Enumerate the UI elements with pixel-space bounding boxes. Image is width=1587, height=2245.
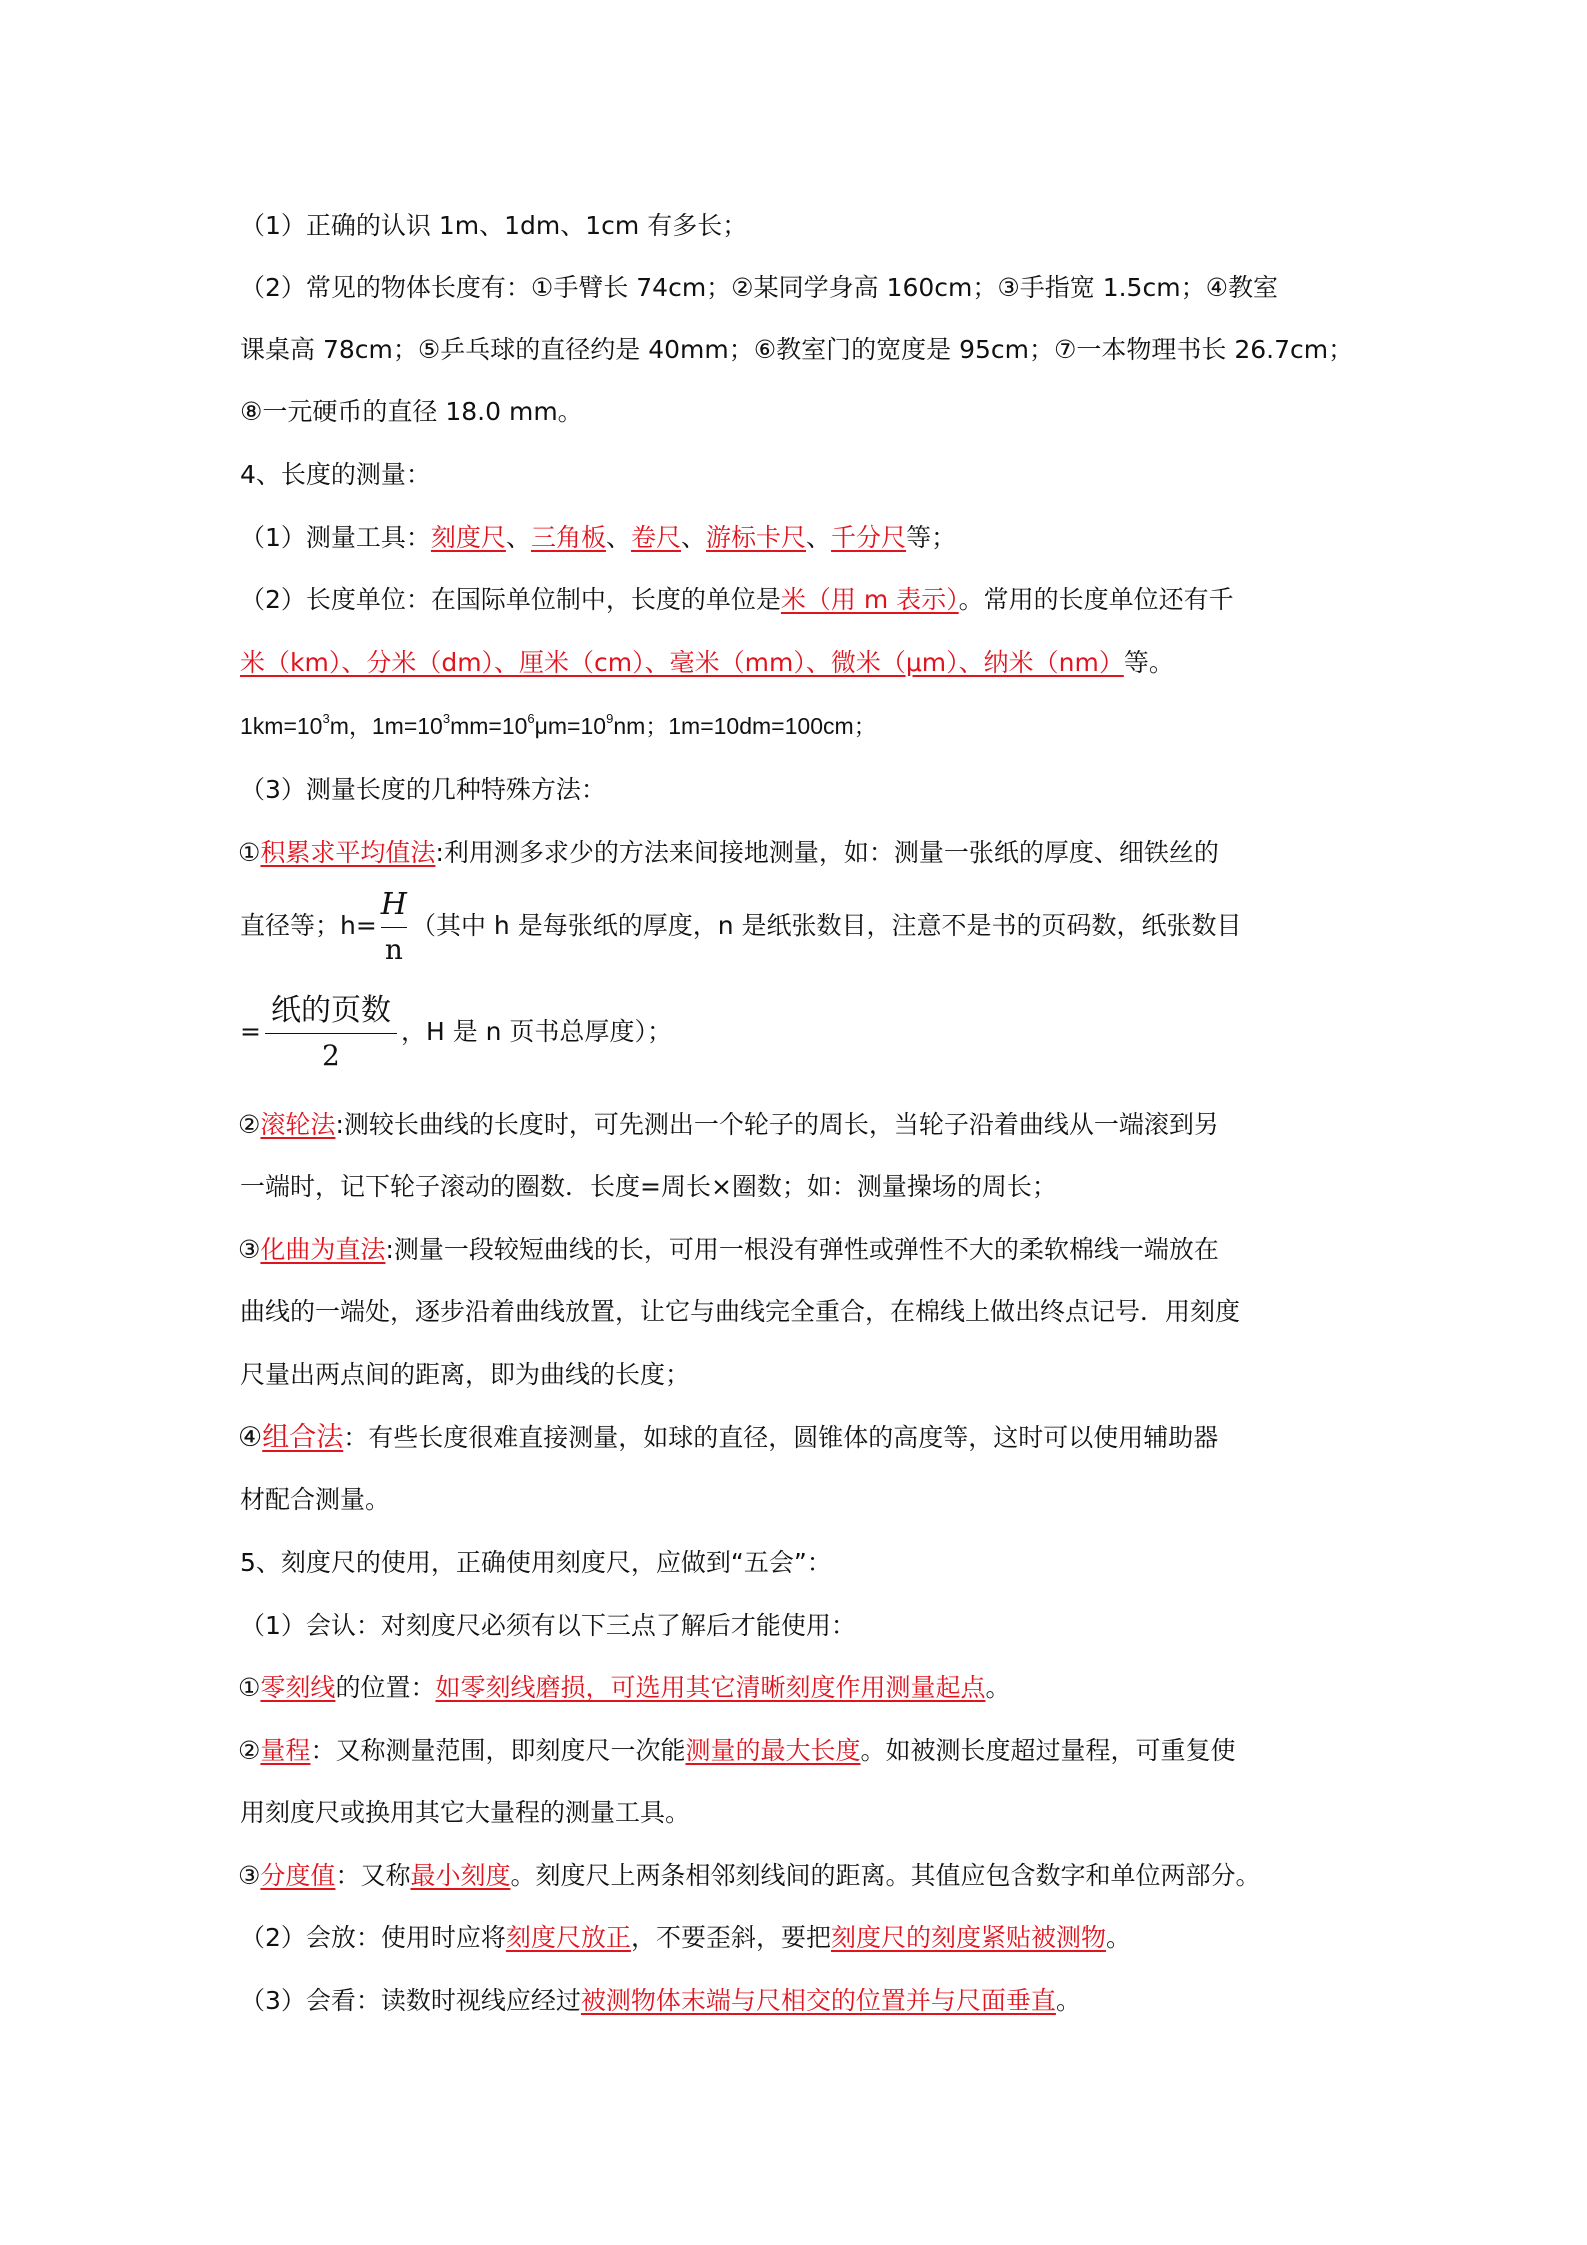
text: 尺量出两点间的距离，即为曲线的长度；	[240, 1360, 691, 1389]
text: 的位置：	[335, 1673, 436, 1702]
highlight-micrometer: 千分尺	[831, 523, 907, 552]
highlight-explanation: 刻度尺放正	[505, 1923, 631, 1952]
text: （2）会放：使用时应将	[240, 1923, 506, 1952]
highlight-explanation: 如零刻线磨损，可选用其它清晰刻度作用测量起点	[435, 1673, 986, 1702]
section-title: 5、刻度尺的使用，正确使用刻度尺，应做到“五会”：	[240, 1548, 832, 1577]
text: （其中 h 是每张纸的厚度，n 是纸张数目，注意不是书的页码数，纸张数目	[410, 911, 1242, 940]
exponent: 6	[527, 711, 535, 726]
method-straighten-3	[240, 1355, 690, 1395]
method-wheel-2	[240, 1167, 1057, 1207]
highlight-triangle: 三角板	[530, 523, 606, 552]
text: （1）会认：对刻度尺必须有以下三点了解后才能使用：	[240, 1611, 856, 1640]
method-accumulation-1	[238, 833, 1219, 873]
text: （3）测量长度的几种特殊方法：	[240, 775, 606, 804]
text: μm=10	[534, 713, 607, 739]
highlight-method-name: 组合法	[262, 1422, 344, 1453]
method-straighten-1	[238, 1230, 1219, 1270]
text: 。	[1105, 1923, 1131, 1952]
fraction-bar	[265, 1033, 397, 1034]
text: （2）常见的物体长度有：①手臂长 74cm；②某同学身高 160cm；③手指宽 1.5cm；④教室	[240, 273, 1278, 302]
item-number: ①	[238, 838, 261, 867]
text: 直径等；h=	[240, 911, 377, 940]
paragraph-know-lengths	[240, 206, 747, 246]
section-title-length-measurement	[240, 455, 431, 495]
text: 用刻度尺或换用其它大量程的测量工具。	[240, 1798, 691, 1827]
text: 。	[985, 1673, 1011, 1702]
highlight-ruler: 刻度尺	[430, 523, 506, 552]
highlight-unit-list: 米（km）、分米（dm）、厘米（cm）、毫米（mm）、微米（μm）、纳米（nm）	[240, 648, 1124, 677]
highlight-tape: 卷尺	[630, 523, 681, 552]
paragraph-common-lengths-3	[240, 392, 583, 432]
item-division-value	[238, 1856, 1260, 1896]
text: 曲线的一端处，逐步沿着曲线放置，让它与曲线完全重合，在棉线上做出终点记号．用刻度	[240, 1297, 1241, 1326]
item-number: ④	[238, 1422, 263, 1453]
exponent: 9	[606, 711, 614, 726]
text: ：有些长度很难直接测量，如球的直径，圆锥体的高度等，这时可以使用辅助器	[343, 1423, 1219, 1452]
paragraph-length-units-2	[240, 643, 1174, 683]
item-number: ②	[238, 1110, 261, 1139]
highlight-si-unit: 米（用 m 表示）	[780, 585, 959, 614]
text: 材配合测量。	[240, 1485, 391, 1514]
method-wheel-1	[238, 1105, 1219, 1145]
text: ⑧一元硬币的直径 18.0 mm。	[240, 397, 583, 426]
text: 。	[1055, 1986, 1081, 2015]
text: m，1m=10	[329, 713, 443, 739]
method-straighten-2	[240, 1292, 1240, 1332]
paragraph-read	[240, 1981, 1081, 2021]
method-combination-1	[238, 1418, 1218, 1458]
text: ：又称	[335, 1861, 411, 1890]
text: 等。	[1123, 648, 1174, 677]
text: 。如被测长度超过量程，可重复使	[860, 1736, 1236, 1765]
highlight-term: 量程	[260, 1736, 311, 1765]
denominator: 2	[322, 1038, 340, 1072]
separator: 、	[806, 523, 832, 552]
highlight-term: 分度值	[260, 1861, 336, 1890]
numerator: 纸的页数	[270, 992, 391, 1028]
text: =	[240, 1017, 261, 1046]
text: （1）正确的认识 1m、1dm、1cm 有多长；	[240, 211, 748, 240]
highlight-vernier: 游标卡尺	[706, 523, 807, 552]
item-number: ③	[238, 1235, 261, 1264]
section-title: 4、长度的测量：	[240, 460, 431, 489]
section-title-ruler-usage	[240, 1543, 832, 1583]
paragraph-common-lengths-1	[240, 268, 1278, 308]
text: 。刻度尺上两条相邻刻线间的距离。其值应包含数字和单位两部分。	[510, 1861, 1261, 1890]
fraction-h-over-n	[381, 885, 407, 970]
text: :测量一段较短曲线的长，可用一根没有弹性或弹性不大的柔软棉线一端放在	[385, 1235, 1219, 1264]
highlight-method-name: 滚轮法	[260, 1110, 336, 1139]
highlight-explanation: 最小刻度	[410, 1861, 511, 1890]
highlight-method-name: 积累求平均值法	[260, 838, 436, 867]
highlight-explanation: 被测物体末端与尺相交的位置并与尺面垂直	[580, 1986, 1056, 2015]
item-number: ②	[238, 1736, 261, 1765]
paragraph-special-methods-title	[240, 770, 606, 810]
text: 一端时，记下轮子滚动的圈数．长度=周长×圈数；如：测量操场的周长；	[240, 1172, 1057, 1201]
text: 。常用的长度单位还有千	[958, 585, 1234, 614]
item-number: ①	[238, 1673, 261, 1702]
separator: 、	[605, 523, 631, 552]
method-accumulation-3	[240, 990, 672, 1076]
text: ：又称测量范围，即刻度尺一次能	[310, 1736, 686, 1765]
numerator: H	[380, 886, 407, 922]
method-accumulation-2	[240, 884, 1242, 970]
unit-conversions	[240, 706, 877, 746]
method-combination-2	[240, 1480, 390, 1520]
fraction-pages-over-two	[265, 991, 397, 1076]
paragraph-measuring-tools	[240, 518, 956, 558]
text: ，不要歪斜，要把	[630, 1923, 831, 1952]
separator: 、	[681, 523, 707, 552]
text: :利用测多求少的方法来间接地测量，如：测量一张纸的厚度、细铁丝的	[435, 838, 1219, 867]
text: nm；1m=10dm=100cm；	[613, 713, 877, 739]
paragraph-length-units-1	[240, 580, 1234, 620]
text: ，H 是 n 页书总厚度）；	[400, 1017, 672, 1046]
highlight-method-name: 化曲为直法	[260, 1235, 386, 1264]
text: （2）长度单位：在国际单位制中，长度的单位是	[240, 585, 781, 614]
text: 1km=10	[240, 713, 323, 739]
fraction-bar	[381, 927, 407, 928]
exponent: 3	[442, 711, 451, 726]
highlight-explanation: 刻度尺的刻度紧贴被测物	[830, 1923, 1106, 1952]
paragraph-common-lengths-2	[240, 330, 1353, 370]
text: mm=10	[450, 713, 528, 739]
text: 等；	[906, 523, 957, 552]
exponent: 3	[322, 711, 330, 726]
text: （1）测量工具：	[240, 523, 431, 552]
denominator: n	[384, 932, 403, 966]
paragraph-place	[240, 1918, 1131, 1958]
text: :测较长曲线的长度时，可先测出一个轮子的周长，当轮子沿着曲线从一端滚到另	[335, 1110, 1219, 1139]
item-range-1	[238, 1731, 1235, 1771]
text: （3）会看：读数时视线应经过	[240, 1986, 581, 2015]
item-zero-mark	[238, 1668, 1010, 1708]
item-range-2	[240, 1793, 690, 1833]
highlight-explanation: 测量的最大长度	[685, 1736, 861, 1765]
highlight-term: 零刻线	[260, 1673, 336, 1702]
item-number: ③	[238, 1861, 261, 1890]
text: 课桌高 78cm；⑤乒乓球的直径约是 40mm；⑥教室门的宽度是 95cm；⑦一本物理书长 26.7cm；	[240, 335, 1354, 364]
separator: 、	[505, 523, 531, 552]
paragraph-recognize	[240, 1606, 856, 1646]
